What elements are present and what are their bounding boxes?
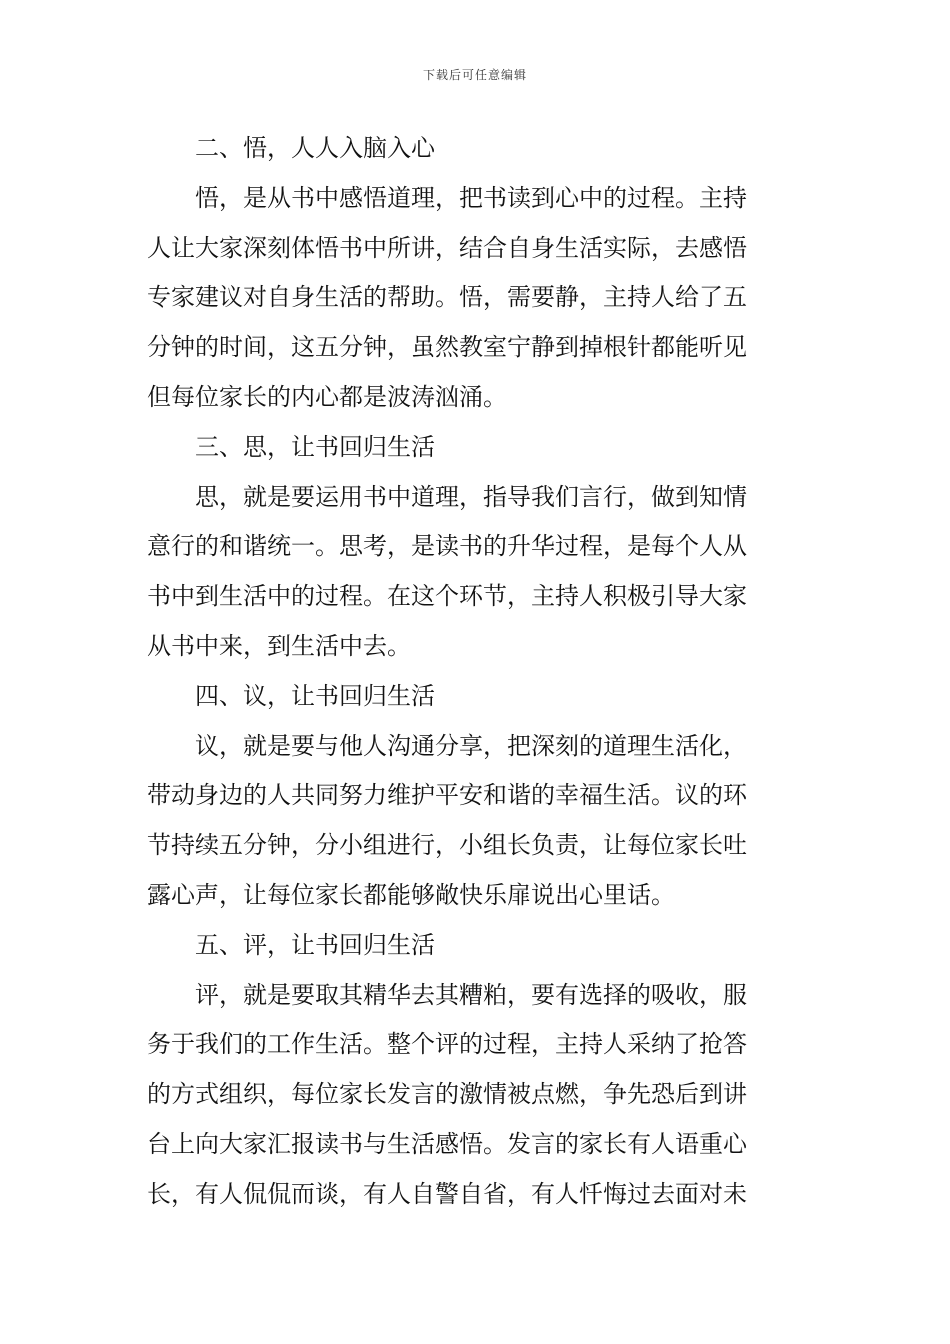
paragraph-line: 专家建议对自身生活的帮助。悟，需要静，主持人给了五 [147, 283, 747, 312]
section-heading: 四、议，让书回归生活 [195, 681, 435, 710]
paragraph-line: 意行的和谐统一。思考，是读书的升华过程，是每个人从 [147, 532, 747, 561]
paragraph-line: 分钟的时间，这五分钟，虽然教室宁静到掉根针都能听见 [147, 333, 747, 362]
paragraph-line: 节持续五分钟，分小组进行，小组长负责，让每位家长吐 [147, 831, 747, 860]
section-heading: 二、悟，人人入脑入心 [195, 134, 435, 162]
paragraph-line: 台上向大家汇报读书与生活感悟。发言的家长有人语重心 [147, 1129, 747, 1158]
paragraph-line: 从书中来，到生活中去。 [147, 631, 411, 660]
paragraph-line: 议，就是要与他人沟通分享，把深刻的道理生活化， [195, 731, 747, 760]
paragraph-line: 人让大家深刻体悟书中所讲，结合自身生活实际，去感悟 [147, 233, 747, 262]
document-body [147, 124, 807, 1220]
section-heading: 五、评，让书回归生活 [195, 930, 435, 959]
paragraph-line: 的方式组织，每位家长发言的激情被点燃，争先恐后到讲 [147, 1080, 747, 1109]
paragraph-line: 长，有人侃侃而谈，有人自警自省，有人忏悔过去面对未 [147, 1179, 747, 1208]
paragraph-line: 悟，是从书中感悟道理，把书读到心中的过程。主持 [195, 183, 747, 212]
paragraph-line: 但每位家长的内心都是波涛汹涌。 [147, 382, 507, 411]
page-header-note: 下载后可任意编辑 [422, 68, 527, 82]
paragraph-line: 思，就是要运用书中道理，指导我们言行，做到知情 [195, 482, 747, 511]
paragraph-line: 书中到生活中的过程。在这个环节，主持人积极引导大家 [147, 582, 747, 611]
section-heading: 三、思，让书回归生活 [195, 432, 435, 461]
paragraph-line: 带动身边的人共同努力维护平安和谐的幸福生活。议的环 [147, 781, 747, 810]
paragraph-line: 务于我们的工作生活。整个评的过程，主持人采纳了抢答 [147, 1030, 747, 1059]
paragraph-line: 评，就是要取其精华去其糟粕，要有选择的吸收，服 [195, 980, 747, 1009]
paragraph-line: 露心声，让每位家长都能够敞快乐扉说出心里话。 [147, 880, 675, 909]
